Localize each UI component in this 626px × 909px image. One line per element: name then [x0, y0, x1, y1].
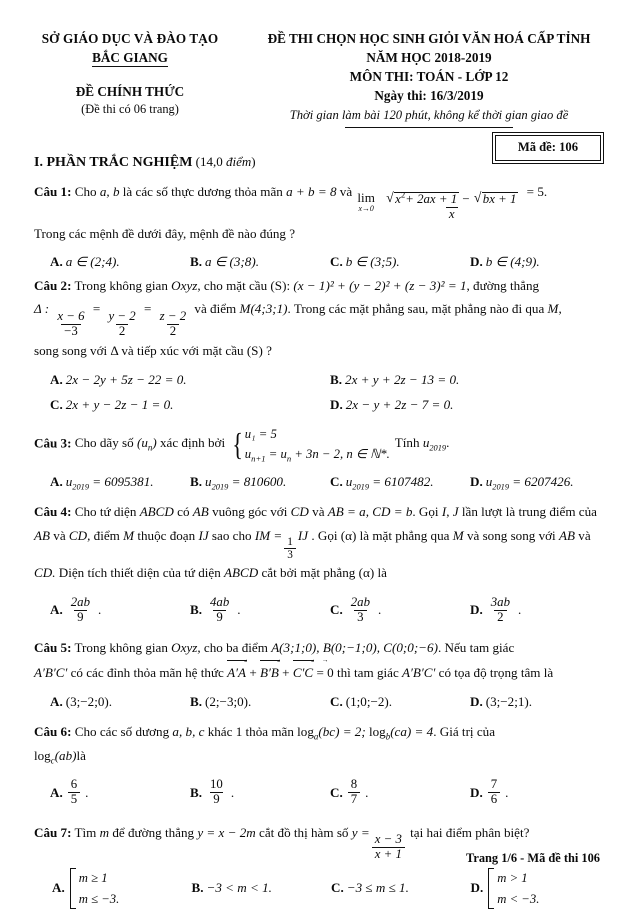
vector-bb: B′B	[260, 660, 279, 685]
vector-aa: A′A	[227, 660, 246, 685]
question-7-label: Câu 7:	[34, 824, 72, 840]
province-name: BẮC GIANG	[92, 49, 168, 65]
zero-vector: → = 0	[316, 661, 333, 685]
question-5-choices	[34, 691, 610, 713]
question-4-body: Cho tứ diện ABCD có AB vuông góc với CD và AB = a, CD = b. Gọi I, J lần lượt là trung điểm của AB và CD, điểm M thuộc đoạn IJ sao cho IM = $\frac{1}{3}$ IJ . Gọi (α) là mặt phẳng qua M và song song với AB và CD. Diện tích thiết diện của tứ diện ABCD cắt bởi mặt phẳng (α) là	[34, 504, 597, 581]
question-5-label: Câu 5:	[34, 640, 72, 656]
choice-4c[interactable]: C. $\frac{2ab}{3}$ .	[330, 594, 382, 624]
system-brace: {	[232, 426, 244, 463]
log-expr-1: $\log_a(bc) = 2$;	[297, 723, 366, 742]
question-2-label: Câu 2:	[34, 277, 72, 293]
choice-6d[interactable]: D. $\frac{7}{6}$ .	[470, 777, 509, 807]
subject-grade: MÔN THI: TOÁN - LỚP 12	[349, 69, 509, 85]
question-4-label: Câu 4:	[34, 504, 72, 520]
school-year: NĂM HỌC 2018-2019	[366, 50, 492, 66]
choice-3a[interactable]: A. $u_{2019} = 6095381$.	[50, 473, 154, 492]
question-7-choices	[34, 868, 610, 909]
exam-code-wrapper	[492, 132, 604, 164]
limit-subscript: x→0	[358, 203, 374, 213]
choice-5c[interactable]: C. (1;0;−2).	[330, 693, 393, 709]
sqrt-1: √ $x^2+ 2ax + 1$	[386, 192, 459, 207]
header-right-block	[246, 26, 612, 128]
line-frac-1: $\frac{x - 6}{-3}$	[57, 309, 85, 338]
question-1-label: Câu 1:	[34, 184, 72, 200]
choice-5a[interactable]: A. (3;−2;0).	[50, 693, 113, 709]
choice-1b[interactable]: B. a ∈ (3;8).	[190, 254, 259, 270]
choice-1a[interactable]: A. a ∈ (2;4).	[50, 254, 120, 270]
sqrt-2: √ bx + 1	[474, 192, 519, 207]
choice-3d[interactable]: D. $u_{2019} = 6207426$.	[470, 473, 574, 492]
question-5-body: Trong không gian Oxyz, cho ba điểm A(3;1;0), B(0;−1;0), C(0;0;−6). Nếu tam giác A′B′C′ có các đỉnh thỏa mãn hệ thức A′A + B′B + C′C → = 0 thì tam giác A′B′C′ có tọa độ trọng tâm là	[34, 640, 553, 680]
question-6-label: Câu 6:	[34, 723, 72, 739]
header-left-block	[14, 26, 246, 128]
page-header	[0, 0, 626, 128]
question-3	[34, 424, 610, 465]
section-points: (14,0 điểm)	[195, 154, 256, 170]
system-bracket-a: m ≥ 1 m ≤ −3.	[70, 868, 120, 909]
choice-7b[interactable]: B. −3 < m < 1.	[191, 880, 272, 896]
province-name-wrap	[14, 49, 246, 67]
exam-title: ĐỀ THI CHỌN HỌC SINH GIỎI VĂN HOÁ CẤP TỈNH	[267, 31, 591, 46]
recurrence-system	[230, 424, 389, 465]
official-exam-label: ĐỀ CHÍNH THỨC	[75, 83, 185, 99]
question-2-choices	[34, 369, 610, 391]
choice-5b[interactable]: B. (2;−3;0).	[190, 693, 252, 709]
choice-6a[interactable]: A. $\frac{6}{5}$ .	[50, 777, 89, 807]
question-4	[34, 500, 610, 585]
choice-4a[interactable]: A. $\frac{2ab}{9}$ .	[50, 594, 102, 624]
log-expr-3: $\log_c(ab)$	[34, 747, 77, 766]
im-fraction: $\frac{1}{3}$	[284, 536, 296, 561]
page-count-note: (Đề thi có 06 trang)	[81, 101, 179, 116]
choice-6b[interactable]: B. $\frac{10}{9}$ .	[190, 777, 235, 807]
recurrence-row-1: u₁ = 5	[244, 427, 277, 442]
question-2-body: Trong không gian Oxyz, cho mặt cầu (S): (x − 1)² + (y − 2)² + (z − 3)² = 1, đường thẳng Δ : $\frac{x - 6}{-3}$ = $\frac{y - 2}{2}$ = $\frac{z - 2}{2}$ và điểm M(4;3;1). Trong các mặt phẳng sau, mặt phẳng nào đi qua M, song song với Δ và tiếp xúc với mặt cầu (S) ?	[34, 277, 562, 358]
question-2	[34, 274, 610, 363]
choice-1c[interactable]: C. b ∈ (3;5).	[330, 254, 400, 270]
line-frac-3: $\frac{z - 2}{2}$	[159, 309, 187, 338]
line-frac-2: $\frac{y - 2}{2}$	[108, 309, 136, 338]
question-4-choices	[34, 591, 610, 629]
question-2-choices-2	[34, 394, 610, 416]
question-6-choices	[34, 774, 610, 812]
choice-2b[interactable]: B. 2x + y + 2z − 13 = 0.	[330, 371, 460, 387]
page-footer: Trang 1/6 - Mã đề thi 106	[466, 851, 600, 865]
choice-4b[interactable]: B. $\frac{4ab}{9}$ .	[190, 594, 241, 624]
function-fraction: $\frac{x - 3}{x + 1}$	[372, 833, 405, 862]
limit-lim: lim	[357, 189, 375, 205]
choice-2c[interactable]: C. 2x + y − 2z − 1 = 0.	[50, 396, 174, 412]
question-5	[34, 636, 610, 685]
choice-1d[interactable]: D. b ∈ (4;9).	[470, 254, 540, 270]
choice-7a[interactable]: A. m ≥ 1 m ≤ −3.	[52, 868, 192, 909]
log-expr-2: $\log_b(ca) = 4$	[369, 723, 434, 742]
question-3-label: Câu 3:	[34, 435, 72, 451]
question-1-body: Cho a, b là các số thực dương thỏa mãn a + b = 8 và lim x→0 √ $\frac{x^2+ 2ax + 1 - √ bx + 1}{x}$ = 5. Trong các mệnh đề dưới đây, mệnh đề nào đúng ?	[34, 184, 547, 240]
limit-operator	[357, 191, 374, 213]
question-1	[34, 180, 610, 245]
choice-6c[interactable]: C. $\frac{8}{7}$ .	[330, 777, 369, 807]
exam-date: Ngày thi: 16/3/2019	[374, 88, 484, 104]
recurrence-row-2: $u_{n+1} = u_n + 3n - 2$, n ∈ ℕ*.	[244, 447, 390, 465]
question-3-body: Cho dãy số $(u_n)$ xác định bởi { u₁ = 5 $u_{n+1} = u_n + 3n - 2$, n ∈ ℕ*. Tính $u_{2019}$.	[75, 435, 450, 450]
choice-7d[interactable]: D. m > 1 m < −3.	[471, 868, 611, 909]
department-name: SỞ GIÁO DỤC VÀ ĐÀO TẠO	[41, 31, 219, 46]
header-divider	[345, 127, 513, 129]
exam-content	[0, 154, 626, 909]
exam-code-box	[492, 132, 604, 164]
choice-5d[interactable]: D. (3;−2;1).	[470, 693, 533, 709]
system-bracket-d: m > 1 m < −3.	[488, 868, 539, 909]
exam-code-label: Mã đề: 106	[495, 135, 601, 161]
choice-3b[interactable]: B. $u_{2019} = 810600$.	[190, 473, 287, 492]
question-6	[34, 720, 610, 768]
section-title-text: I. PHẦN TRẮC NGHIỆM	[34, 155, 193, 171]
question-3-choices	[34, 471, 610, 493]
choice-4d[interactable]: D. $\frac{3ab}{2}$ .	[470, 594, 522, 624]
question-7-body: Tìm m để đường thẳng y = x − 2m cắt đồ thị hàm số y = $\frac{x - 3}{x + 1}$ tại hai điểm phân biệt?	[74, 824, 530, 862]
question-6-body: Cho các số dương a, b, c khác 1 thỏa mãn $\log_a(bc) = 2$; $\log_b(ca) = 4$. Giá trị của $\log_c(ab)là$	[34, 723, 496, 766]
choice-3c[interactable]: C. $u_{2019} = 6107482$.	[330, 473, 434, 492]
vector-cc: C′C	[293, 660, 313, 685]
limit-fraction: √ $\frac{x^2+ 2ax + 1 - √ bx + 1}{x}$	[382, 192, 521, 222]
question-1-choices	[34, 251, 610, 273]
choice-2a[interactable]: A. 2x − 2y + 5z − 22 = 0.	[50, 371, 187, 387]
exam-duration: Thời gian làm bài 120 phút, không kể thời gian giao đề	[289, 107, 569, 122]
choice-2d[interactable]: D. 2x − y + 2z − 7 = 0.	[330, 396, 454, 412]
choice-7c[interactable]: C. −3 ≤ m ≤ 1.	[331, 880, 409, 896]
